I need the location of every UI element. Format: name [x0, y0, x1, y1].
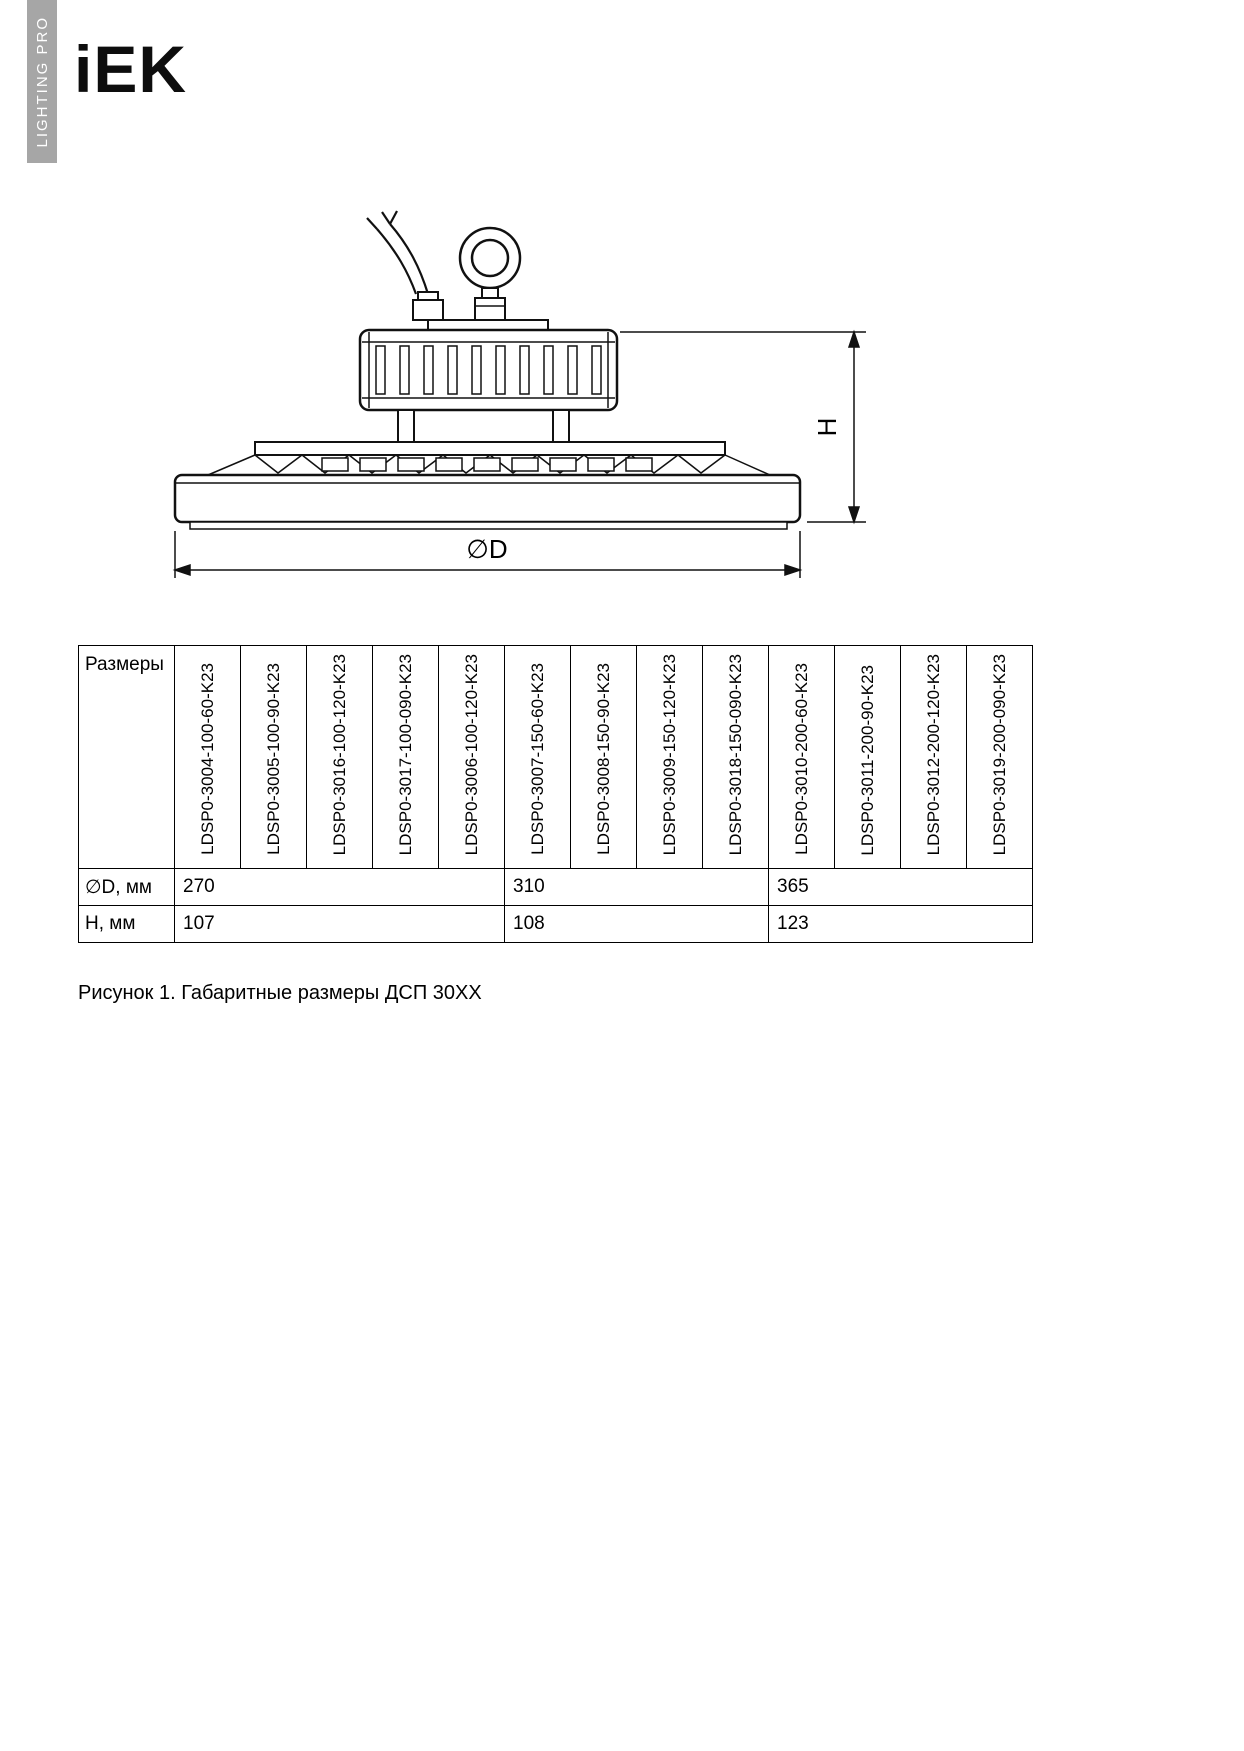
model-column-header: LDSP0-3018-150-090-K23 [703, 646, 769, 869]
height-dimension-label: H [812, 417, 842, 437]
table-header-row [79, 646, 1033, 869]
cable [367, 211, 428, 294]
diameter-value-365: 365 [769, 869, 1033, 906]
model-column-header: LDSP0-3007-150-60-K23 [505, 646, 571, 869]
height-value-107: 107 [175, 906, 505, 943]
diameter-dimension [175, 531, 800, 578]
support-posts [398, 410, 569, 442]
model-column-header: LDSP0-3006-100-120-K23 [439, 646, 505, 869]
technical-drawing [150, 192, 880, 602]
model-column-header: LDSP0-3004-100-60-K23 [175, 646, 241, 869]
bracket-plate [255, 442, 725, 455]
dimensions-table [78, 645, 1033, 943]
model-column-header: LDSP0-3010-200-60-K23 [769, 646, 835, 869]
diameter-value-310: 310 [505, 869, 769, 906]
model-column-header: LDSP0-3005-100-90-K23 [241, 646, 307, 869]
cable-gland [413, 292, 443, 320]
luminaire-drawing [150, 192, 880, 602]
height-value-108: 108 [505, 906, 769, 943]
model-column-header: LDSP0-3019-200-090-K23 [967, 646, 1033, 869]
corner-header: Размеры [79, 646, 175, 869]
dish-body [175, 475, 800, 529]
diameter-value-270: 270 [175, 869, 505, 906]
heatsink [360, 330, 617, 410]
eye-bolt [460, 228, 520, 320]
model-column-header: LDSP0-3016-100-120-K23 [307, 646, 373, 869]
diameter-dimension-label: ∅D [466, 534, 508, 564]
diameter-row [79, 869, 1033, 906]
model-column-header: LDSP0-3008-150-90-K23 [571, 646, 637, 869]
model-column-header: LDSP0-3012-200-120-K23 [901, 646, 967, 869]
model-column-header: LDSP0-3017-100-090-K23 [373, 646, 439, 869]
brand-vertical-label: LIGHTING PRO [33, 15, 51, 148]
diameter-row-label: ∅D, мм [79, 869, 175, 906]
height-value-123: 123 [769, 906, 1033, 943]
height-row-label: Н, мм [79, 906, 175, 943]
model-column-header: LDSP0-3011-200-90-K23 [835, 646, 901, 869]
figure-caption: Рисунок 1. Габаритные размеры ДСП 30ХХ [78, 982, 482, 1004]
top-plate [428, 320, 548, 330]
brand-vertical-bar [27, 0, 57, 163]
height-row [79, 906, 1033, 943]
iek-logo: iEK [74, 32, 188, 106]
model-column-header: LDSP0-3009-150-120-K23 [637, 646, 703, 869]
body-fins [208, 455, 770, 475]
